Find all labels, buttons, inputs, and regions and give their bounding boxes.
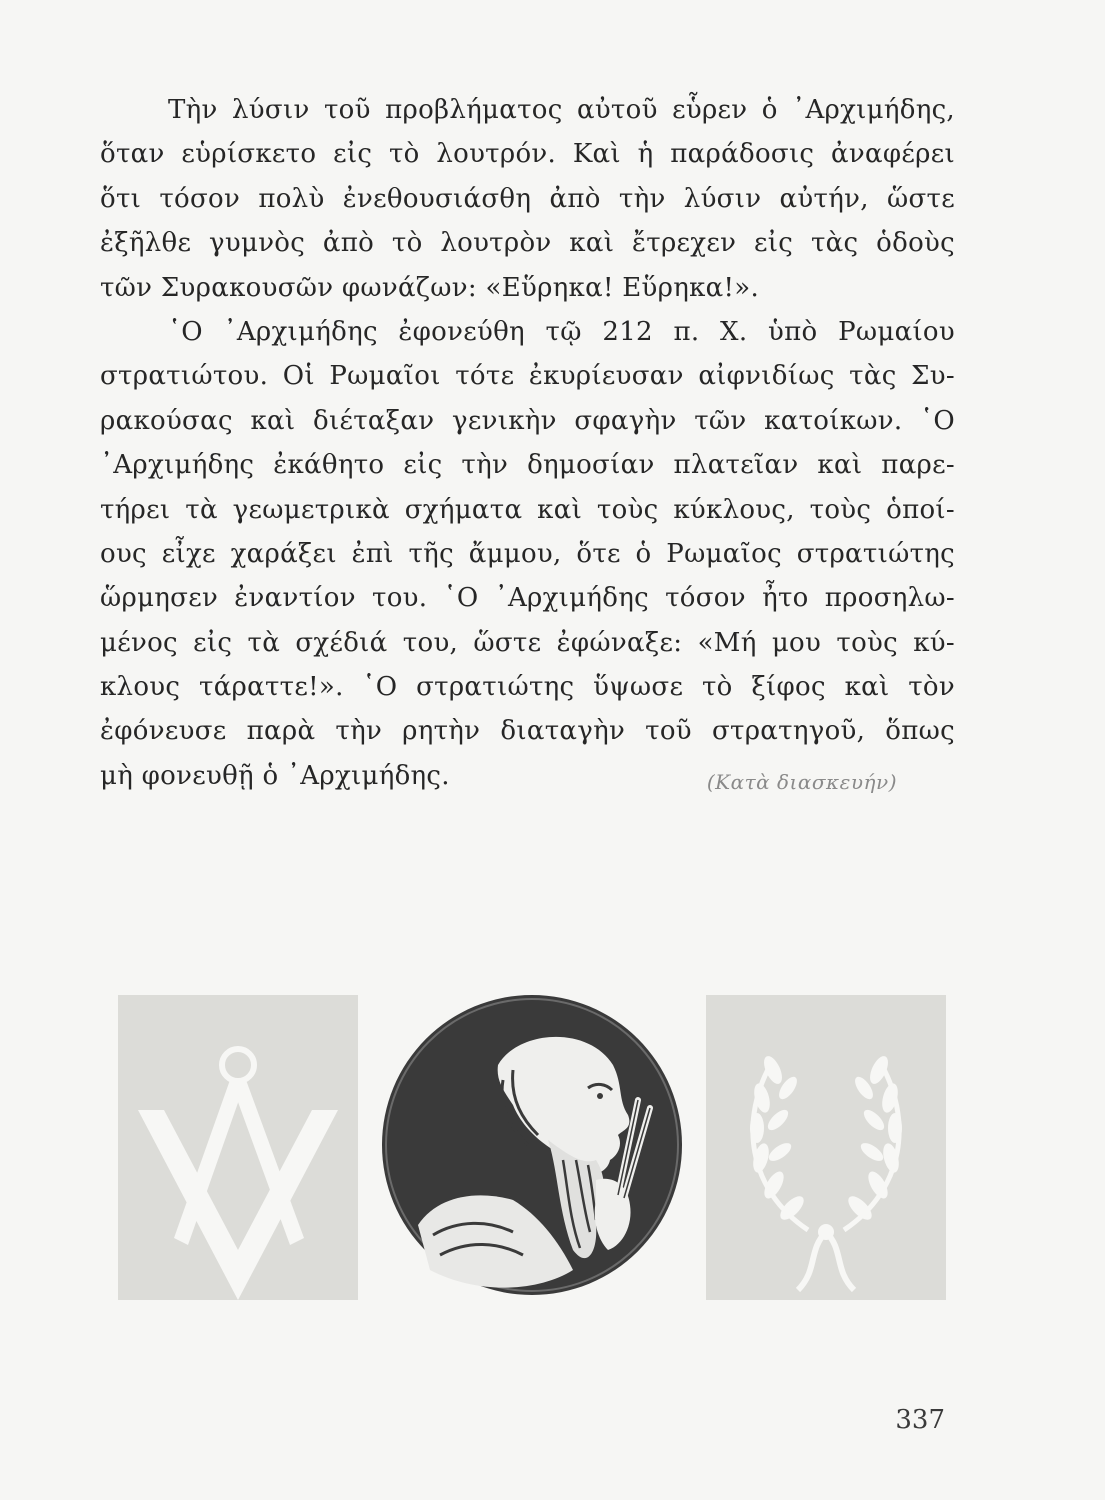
paragraph-2 — [100, 310, 955, 798]
body-text — [100, 88, 955, 798]
attribution: (Κατὰ διασκευήν) — [706, 770, 897, 794]
text-line: ᾿Αρχιμήδης ἐκάθητο εἰς τὴν δημοσίαν πλατεῖαν καὶ παρε- — [100, 450, 955, 481]
text-line: μὴ φονευθῇ ὁ ᾿Αρχιμήδης. — [100, 760, 450, 791]
text-line: μένος εἰς τὰ σχέδιά του, ὥστε ἐφώναξε: «Μή μου τοὺς κύ- — [100, 627, 955, 658]
paragraph-1 — [100, 88, 955, 310]
text-line: ὅτι τόσον πολὺ ἐνεθουσιάσθη ἀπὸ τὴν λύσιν αὐτήν, ὥστε — [100, 183, 955, 214]
text-line: ους εἶχε χαράξει ἐπὶ τῆς ἄμμου, ὅτε ὁ Ρωμαῖος στρατιώτης — [100, 538, 955, 569]
text-line: κλους τάραττε!». ῾Ο στρατιώτης ὕψωσε τὸ ξίφος καὶ τὸν — [100, 672, 955, 703]
text-line: ἐξῆλθε γυμνὸς ἀπὸ τὸ λουτρὸν καὶ ἔτρεχεν εἰς τὰς ὁδοὺς — [100, 228, 955, 259]
page-number: 337 — [895, 1405, 945, 1435]
right-panel-background — [706, 995, 946, 1300]
text-line: τῶν Συρακουσῶν φωνάζων: «Εὕρηκα! Εὕρηκα!». — [100, 272, 760, 303]
text-line: τήρει τὰ γεωμετρικὰ σχήματα καὶ τοὺς κύκλους, τοὺς ὁποί- — [100, 494, 955, 525]
archimedes-portrait-medallion — [382, 995, 682, 1295]
text-line: στρατιώτου. Οἱ Ρωμαῖοι τότε ἐκυρίευσαν αἰφνιδίως τὰς Συ- — [100, 361, 955, 392]
text-line: ἐφόνευσε παρὰ τὴν ρητὴν διαταγὴν τοῦ στρατηγοῦ, ὅπως — [100, 716, 955, 747]
text-line: ὅταν εὑρίσκετο εἰς τὸ λουτρόν. Καὶ ἡ παράδοσις ἀναφέρει — [100, 139, 955, 170]
text-line: ὥρμησεν ἐναντίον του. ῾Ο ᾿Αρχιμήδης τόσον ἦτο προσηλω- — [100, 583, 955, 614]
text-line: ῾Ο ᾿Αρχιμήδης ἐφονεύθη τῷ 212 π. Χ. ὑπὸ Ρωμαίου — [168, 316, 955, 347]
text-line: ρακούσας καὶ διέταξαν γενικὴν σφαγὴν τῶν κατοίκων. ῾Ο — [100, 405, 955, 436]
archimedes-illustration — [118, 970, 946, 1320]
text-line: Τὴν λύσιν τοῦ προβλήματος αὐτοῦ εὗρεν ὁ ᾿Αρχιμήδης, — [168, 95, 955, 125]
